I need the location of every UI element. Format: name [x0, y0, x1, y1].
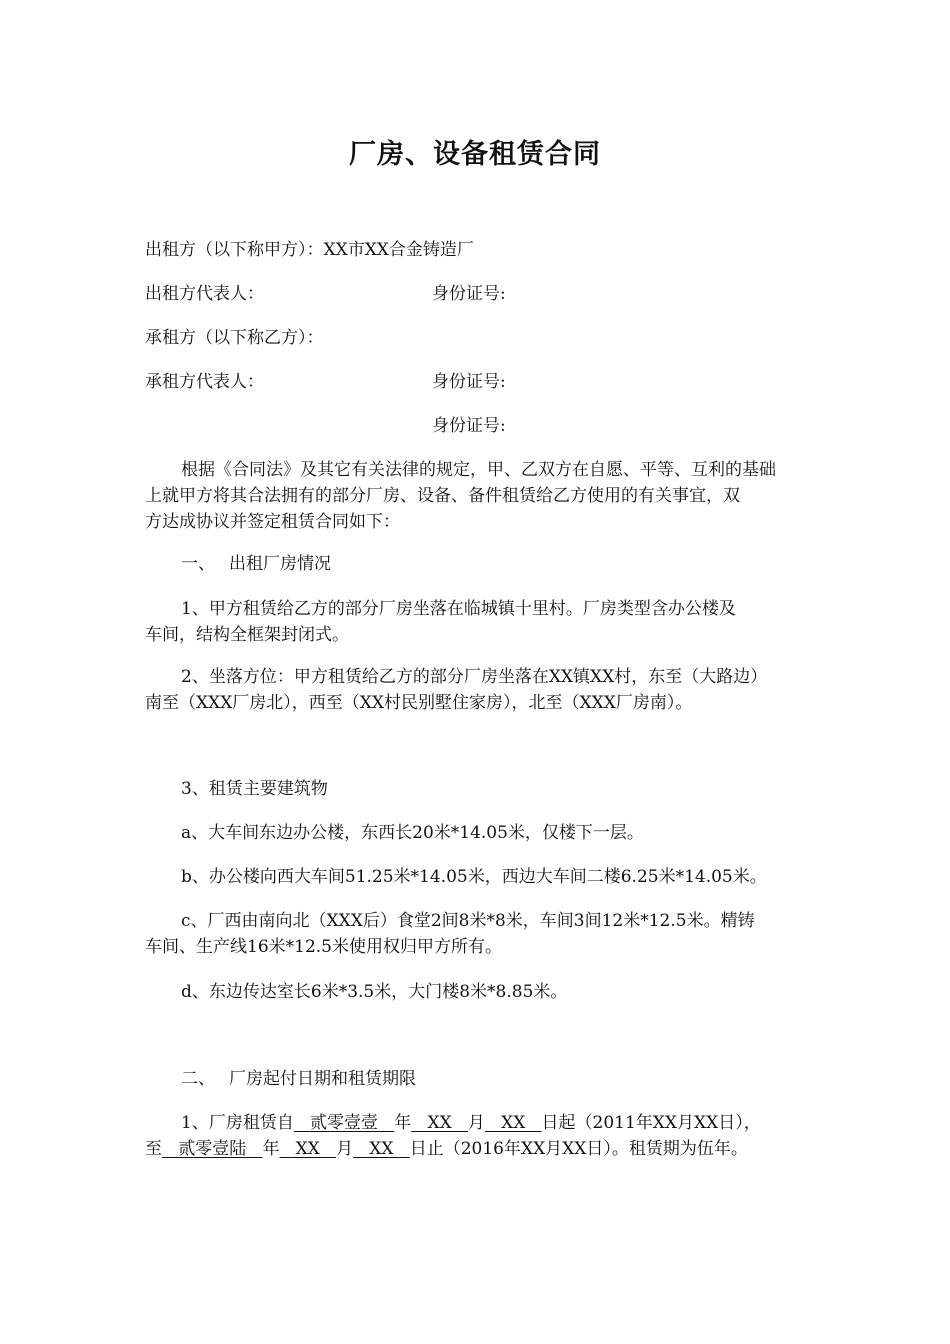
section-1-item-1	[145, 596, 815, 648]
building-b: b、办公楼向西大车间51.25米*14.05米，西边大车间二楼6.25米*14.05米。	[181, 867, 767, 887]
end-month-field: XX	[279, 1139, 337, 1159]
building-c-line-1: c、厂西由南向北（XXX后）食堂2间8米*8米，车间3间12米*12.5米。精铸	[181, 911, 755, 931]
lessee-rep-label: 承租方代表人：	[145, 372, 264, 392]
section-2-number: 二、	[181, 1069, 215, 1089]
building-a: a、大车间东边办公楼，东西长20米*14.05米，仅楼下一层。	[181, 823, 644, 843]
item-1-line-1: 1、甲方租赁给乙方的部分厂房坐落在临城镇十里村。厂房类型含办公楼及	[181, 599, 736, 619]
lessee-line: 承租方（以下称乙方）：	[145, 328, 324, 348]
end-year-unit: 年	[262, 1139, 280, 1159]
preamble-paragraph	[145, 457, 815, 535]
section-1-heading	[181, 553, 331, 575]
start-month-field: XX	[411, 1113, 468, 1133]
start-year-field: 贰零壹壹	[293, 1113, 395, 1133]
extra-id-label: 身份证号:	[432, 416, 506, 436]
preamble-line-3: 方达成协议并签定租赁合同如下：	[145, 512, 400, 532]
lease-end-line	[145, 1136, 815, 1162]
start-year-unit: 年	[394, 1113, 412, 1133]
building-d: d、东边传达室长6米*3.5米，大门楼8米*8.85米。	[181, 982, 568, 1002]
start-month-unit: 月	[467, 1113, 485, 1133]
item-2-line-2: 南至（XXX厂房北），西至（XX村民别墅住家房），北至（XXX厂房南）。	[145, 693, 693, 713]
building-c-line-2: 车间、生产线16米*12.5米使用权归甲方所有。	[145, 937, 502, 957]
lease-start-prefix: 1、厂房租赁自	[181, 1113, 294, 1133]
item-1-line-2: 车间，结构全框架封闭式。	[145, 625, 349, 645]
lessor-id-label: 身份证号:	[432, 284, 506, 304]
start-date-suffix: 日起（2011年XX月XX日），	[541, 1113, 761, 1133]
lessor-line: 出租方（以下称甲方）：XX市XX合金铸造厂	[145, 240, 474, 260]
item-2-line-1: 2、坐落方位：甲方租赁给乙方的部分厂房坐落在XX镇XX村，东至（大路边）	[181, 667, 768, 687]
preamble-line-2: 上就甲方将其合法拥有的部分厂房、设备、备件租赁给乙方使用的有关事宜，双	[145, 486, 740, 506]
preamble-line-1: 根据《合同法》及其它有关法律的规定，甲、乙双方在自愿、平等、互利的基础	[181, 460, 776, 480]
section-1-number: 一、	[181, 554, 215, 574]
end-month-unit: 月	[336, 1139, 354, 1159]
end-day-field: XX	[353, 1139, 410, 1159]
end-date-suffix: 日止（2016年XX月XX日）。租赁期为伍年。	[409, 1139, 748, 1159]
section-1-item-3: 3、租赁主要建筑物	[181, 779, 328, 799]
lease-end-prefix: 至	[145, 1139, 162, 1159]
lease-start-line	[145, 1110, 815, 1136]
lessee-id-label: 身份证号:	[432, 372, 506, 392]
contract-title: 厂房、设备租赁合同	[349, 139, 601, 170]
start-day-field: XX	[484, 1113, 542, 1133]
end-year-field: 贰零壹陆	[162, 1139, 263, 1159]
section-2-heading	[181, 1068, 416, 1090]
lease-term-paragraph	[145, 1110, 815, 1162]
section-1-title: 出租厂房情况	[229, 554, 331, 574]
section-2-title: 厂房起付日期和租赁期限	[229, 1069, 416, 1089]
lessor-rep-label: 出租方代表人：	[145, 284, 264, 304]
building-c	[145, 908, 815, 960]
section-1-item-2	[145, 664, 815, 716]
